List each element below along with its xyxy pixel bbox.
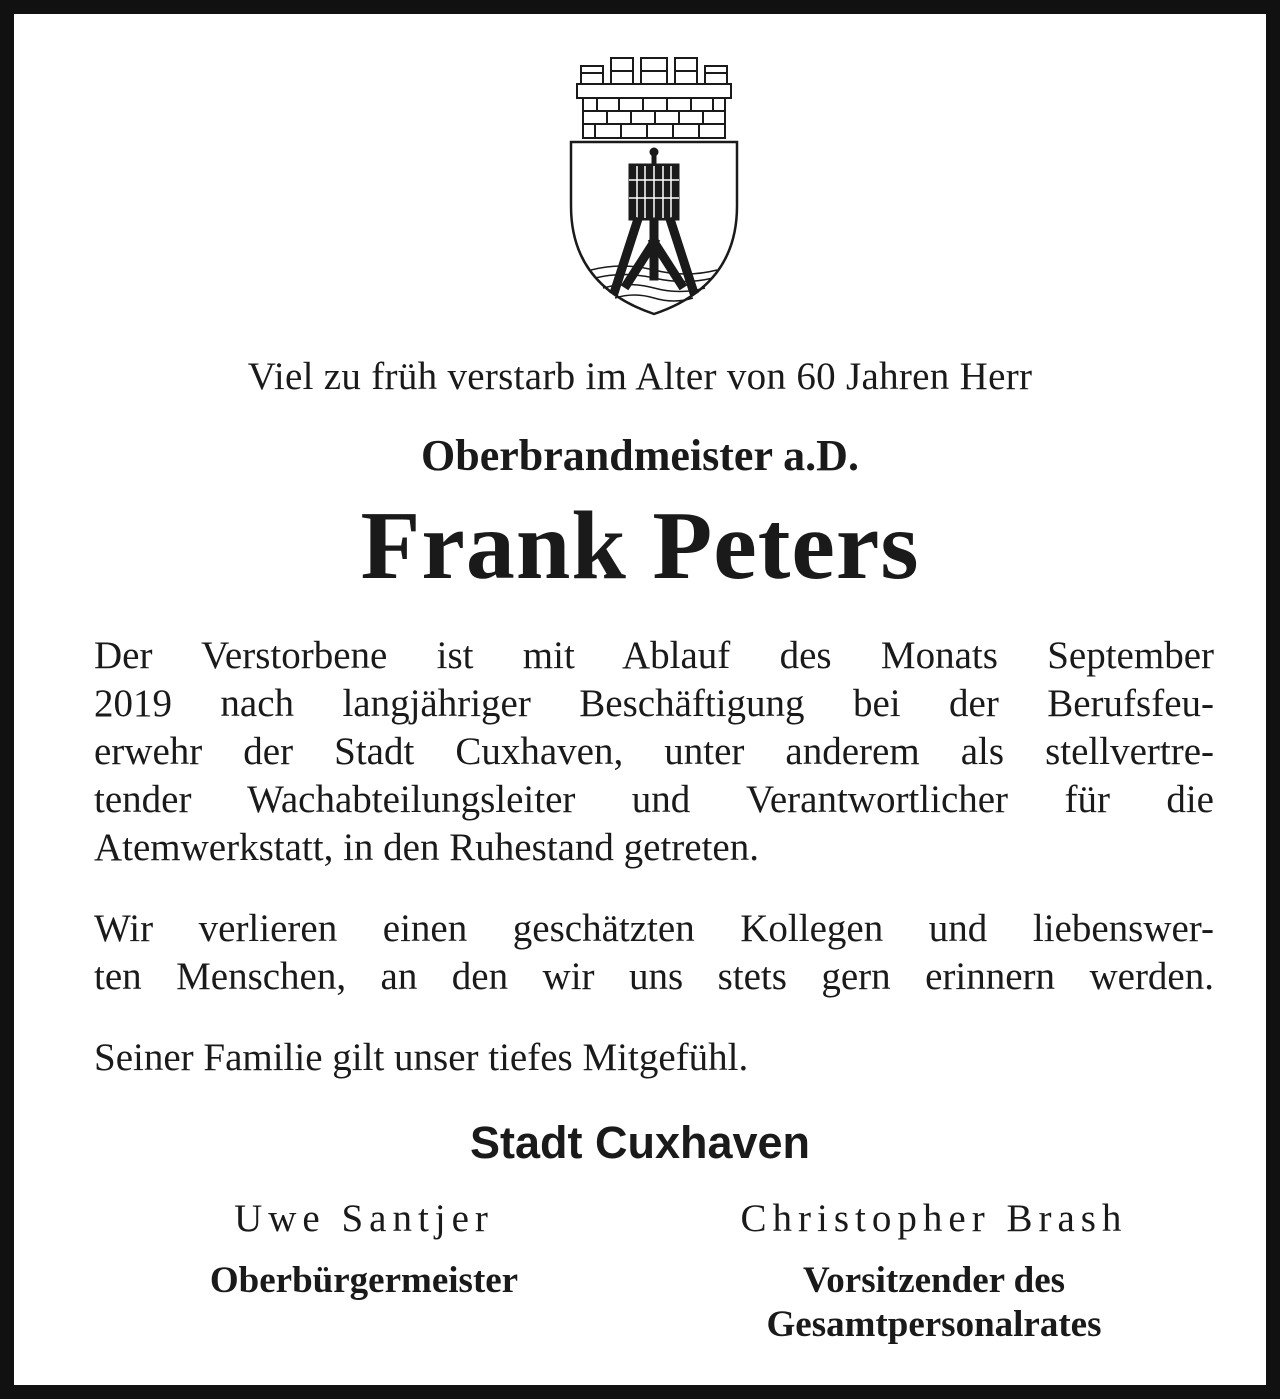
paragraph-retirement [94,632,1214,872]
text-line: 2019 nach langjähriger Beschäftigung bei der Berufsfeu- [94,682,1214,725]
text-line: Seiner Familie gilt unser tiefes Mitgefühl. [94,1036,749,1079]
role-line: Vorsitzender des [802,1260,1066,1301]
organization-name: Stadt Cuxhaven [469,1117,811,1168]
role-line: Gesamtpersonalrates [766,1304,1102,1345]
signatory-role [654,1259,1214,1347]
signatory-name: Uwe Santjer [234,1197,494,1240]
cuxhaven-coat-of-arms-icon [567,56,741,318]
paragraph-condolence [94,1034,1214,1082]
text-line: Atemwerkstatt, in den Ruhestand getreten. [94,826,759,869]
signatory-role: Oberbürgermeister [209,1260,519,1301]
deceased-name: Frank Peters [360,492,920,600]
text-line: erwehr der Stadt Cuxhaven, unter anderem als stellvertre- [94,730,1214,773]
signatory-name: Christopher Brash [740,1197,1128,1240]
text-line: Der Verstorbene ist mit Ablauf des Monats September [94,634,1214,677]
signatory-right [654,1196,1214,1347]
rank-title: Oberbrandmeister a.D. [421,431,859,480]
paragraph-tribute [94,905,1214,1001]
signatory-left [84,1196,644,1303]
text-line: tender Wachabteilungsleiter und Verantwortlicher für die [94,778,1214,821]
text-line: ten Menschen, an den wir uns stets gern erinnern werden. [94,955,1214,998]
intro-line: Viel zu früh verstarb im Alter von 60 Jahren Herr [247,355,1033,398]
text-line: Wir verlieren einen geschätzten Kollegen und liebenswer- [94,907,1214,950]
